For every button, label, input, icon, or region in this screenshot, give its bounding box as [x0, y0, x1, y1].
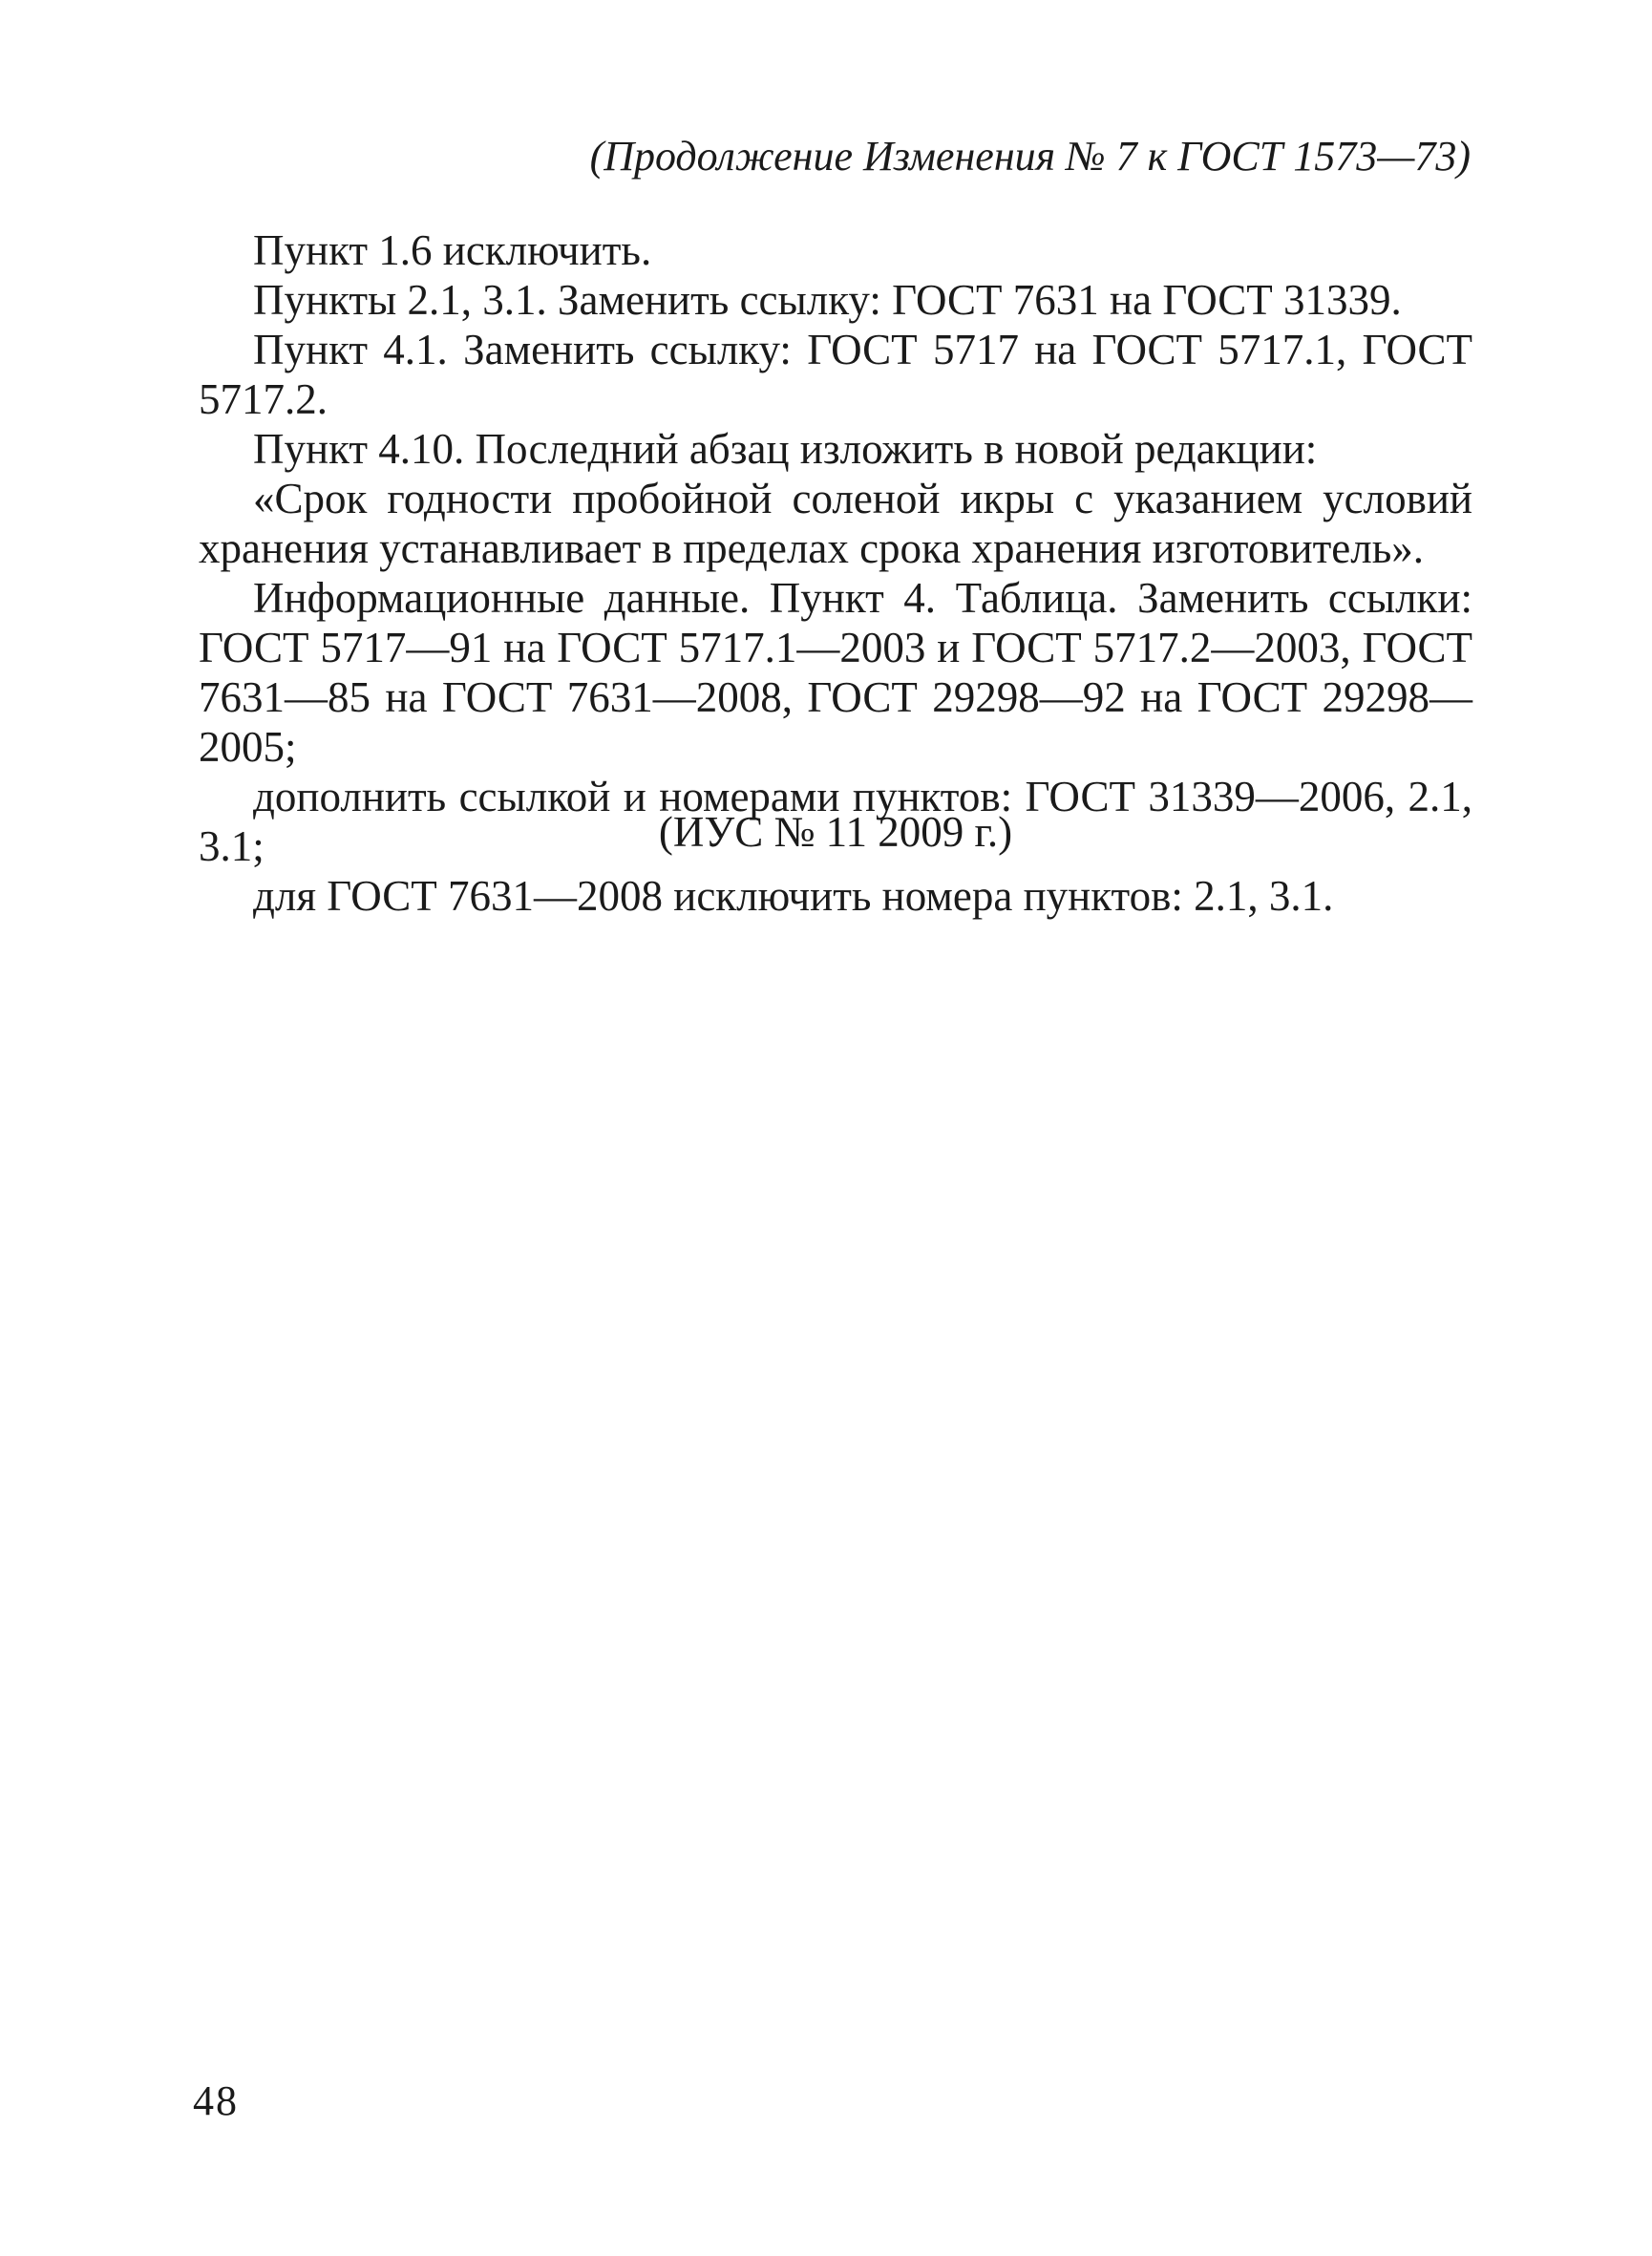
paragraph-2: Пункты 2.1, 3.1. Заменить ссылку: ГОСТ 7631 на ГОСТ 31339. — [253, 276, 1402, 324]
paragraph-3: Пункт 4.1. Заменить ссылку: ГОСТ 5717 на ГОСТ 5717.1, ГОСТ 5717.2. — [199, 326, 1472, 423]
paragraph-1: Пункт 1.6 исключить. — [253, 226, 652, 274]
continuation-header: (Продолжение Изменения № 7 к ГОСТ 1573—73) — [589, 133, 1471, 180]
paragraph-6: Информационные данные. Пункт 4. Таблица. Заменить ссылки: ГОСТ 5717—91 на ГОСТ 5717.1—2003 и ГОСТ 5717.2—2003, ГОСТ 7631—85 на ГОСТ 7631—2008, ГОСТ 29298—92 на ГОСТ 29298—2005; — [199, 574, 1472, 771]
paragraph-7: дополнить ссылкой и номерами пунктов: ГОСТ 31339—2006, 2.1, 3.1; — [199, 773, 1472, 870]
paragraph-4: Пункт 4.10. Последний абзац изложить в новой редакции: — [253, 425, 1318, 473]
paragraph-5: «Срок годности пробойной соленой икры с указанием условий хранения устанавливает в пределах срока хранения изготовитель». — [199, 475, 1472, 572]
source-reference: (ИУС № 11 2009 г.) — [658, 808, 1013, 856]
paragraph-8: для ГОСТ 7631—2008 исключить номера пунктов: 2.1, 3.1. — [253, 872, 1334, 920]
page-number: 48 — [193, 2077, 239, 2124]
